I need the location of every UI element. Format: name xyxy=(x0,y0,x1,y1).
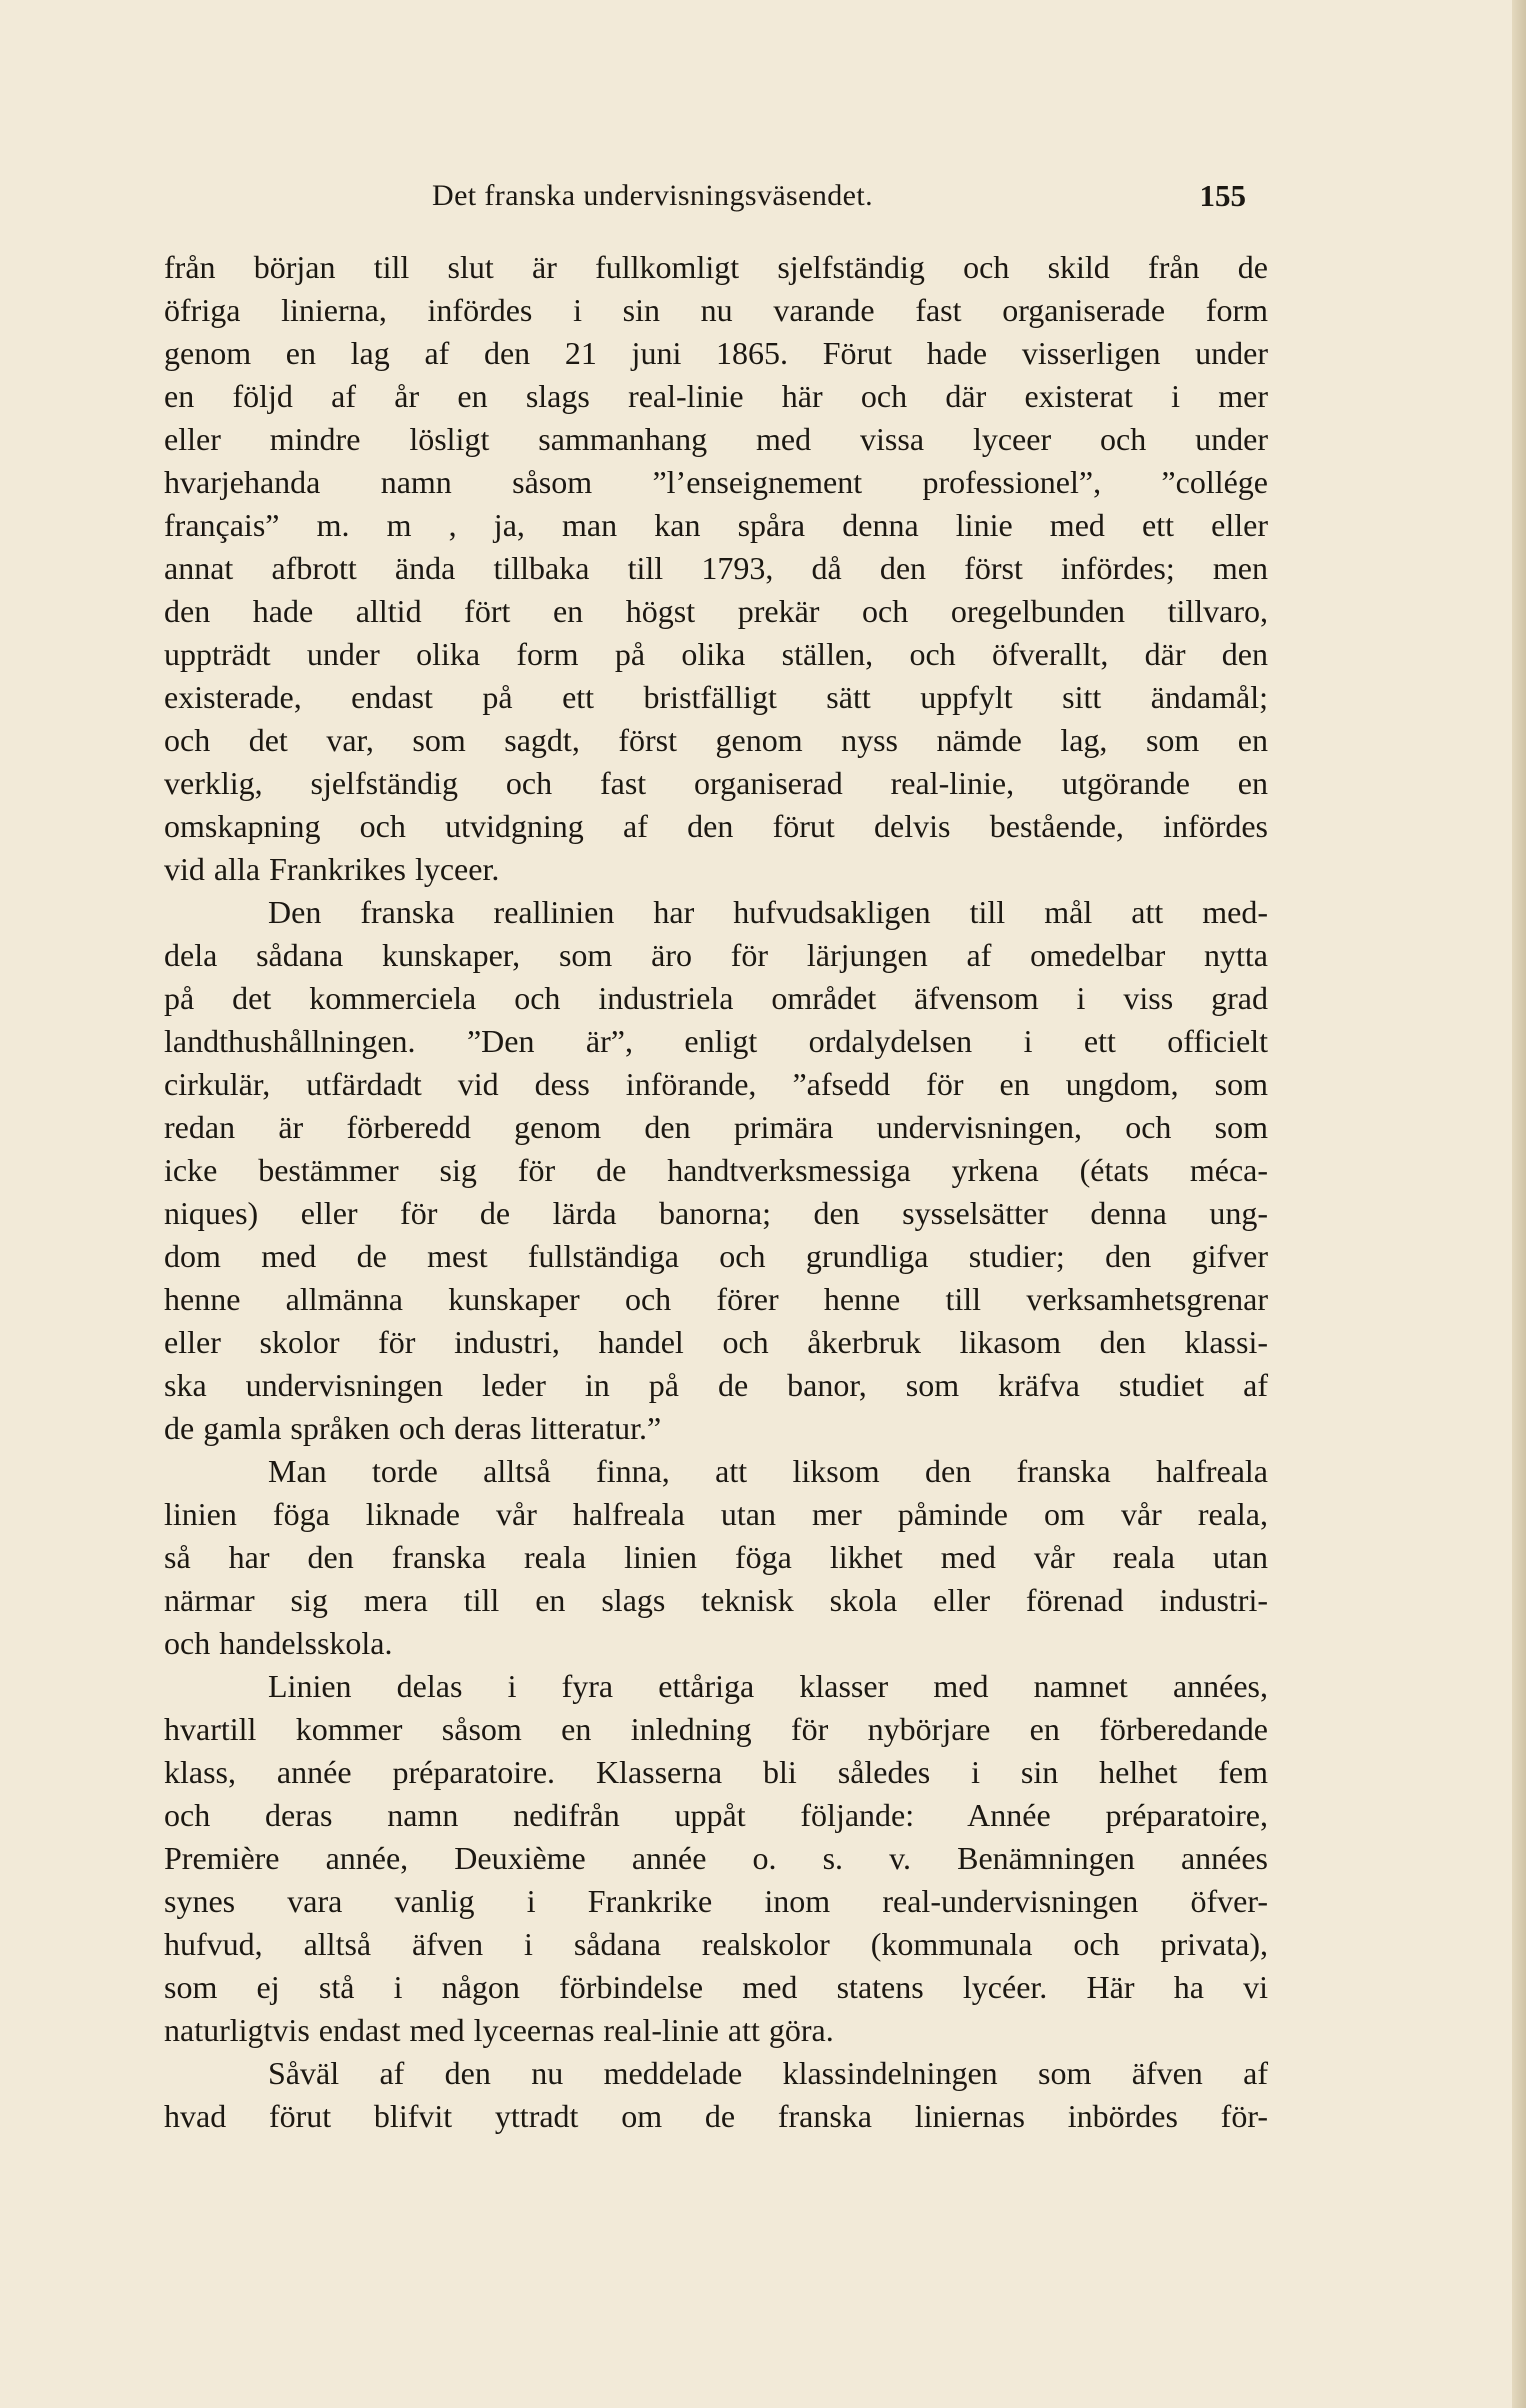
text-line: redan är förberedd genom den primära undervisningen, och som xyxy=(164,1109,1268,1145)
text-line: de gamla språken och deras litteratur.” xyxy=(164,1410,662,1446)
text-line: den hade alltid fört en högst prekär och oregelbunden tillvaro, xyxy=(164,593,1268,629)
text-line: icke bestämmer sig för de handtverksmessiga yrkena (états méca- xyxy=(164,1152,1268,1188)
text-line: klass, année préparatoire. Klasserna bli således i sin helhet fem xyxy=(164,1754,1268,1790)
text-line: dom med de mest fullständiga och grundliga studier; den gifver xyxy=(164,1238,1268,1274)
text-line: genom en lag af den 21 juni 1865. Förut hade visserligen under xyxy=(164,335,1268,371)
text-line: närmar sig mera till en slags teknisk skola eller förenad industri- xyxy=(164,1582,1268,1618)
text-line: linien föga liknade vår halfreala utan mer påminde om vår reala, xyxy=(164,1496,1268,1532)
text-line: ska undervisningen leder in på de banor, som kräfva studiet af xyxy=(164,1367,1268,1403)
paragraph-start-line: Såväl af den nu meddelade klassindelningen som äfven af xyxy=(268,2055,1268,2091)
text-line: uppträdt under olika form på olika ställen, och öfverallt, där den xyxy=(164,636,1268,672)
text-line: en följd af år en slags real-linie här och där existerat i mer xyxy=(164,378,1268,414)
text-line: henne allmänna kunskaper och förer henne till verksamhetsgrenar xyxy=(164,1281,1268,1317)
text-line: synes vara vanlig i Frankrike inom real-undervisningen öfver- xyxy=(164,1883,1268,1919)
text-line: naturligtvis endast med lyceernas real-linie att göra. xyxy=(164,2012,834,2048)
text-line: och deras namn nedifrån uppåt följande: Année préparatoire, xyxy=(164,1797,1268,1833)
text-line: som ej stå i någon förbindelse med statens lycéer. Här ha vi xyxy=(164,1969,1268,2005)
body-text xyxy=(164,246,1268,2138)
text-line: Première année, Deuxième année o. s. v. Benämningen années xyxy=(164,1840,1268,1876)
paragraph-start-line: Linien delas i fyra ettåriga klasser med namnet années, xyxy=(268,1668,1268,1704)
text-line: vid alla Frankrikes lyceer. xyxy=(164,851,500,887)
text-line: eller skolor för industri, handel och åkerbruk likasom den klassi- xyxy=(164,1324,1268,1360)
text-line: så har den franska reala linien föga likhet med vår reala utan xyxy=(164,1539,1268,1575)
paragraph-start-line: Den franska reallinien har hufvudsakligen till mål att med- xyxy=(268,894,1268,930)
text-line: från början till slut är fullkomligt sjelfständig och skild från de xyxy=(164,249,1268,285)
text-line: på det kommerciela och industriela området äfvensom i viss grad xyxy=(164,980,1268,1016)
paragraph-start-line: Man torde alltså finna, att liksom den franska halfreala xyxy=(268,1453,1268,1489)
text-line: dela sådana kunskaper, som äro för lärjungen af omedelbar nytta xyxy=(164,937,1268,973)
text-line: öfriga linierna, infördes i sin nu varande fast organiserade form xyxy=(164,292,1268,328)
text-line: landthushållningen. ”Den är”, enligt ordalydelsen i ett officielt xyxy=(164,1023,1268,1059)
text-line: hufvud, alltså äfven i sådana realskolor (kommunala och privata), xyxy=(164,1926,1268,1962)
text-line: eller mindre lösligt sammanhang med vissa lyceer och under xyxy=(164,421,1268,457)
text-line: français” m. m , ja, man kan spåra denna linie med ett eller xyxy=(164,507,1268,543)
text-line: verklig, sjelfständig och fast organiserad real-linie, utgörande en xyxy=(164,765,1268,801)
text-line: hvartill kommer såsom en inledning för nybörjare en förberedande xyxy=(164,1711,1268,1747)
running-title: Det franska undervisningsväsendet. xyxy=(432,179,873,212)
text-line: och det var, som sagdt, först genom nyss nämde lag, som en xyxy=(164,722,1268,758)
text-line: annat afbrott ända tillbaka till 1793, då den först infördes; men xyxy=(164,550,1268,586)
text-line: hvad förut blifvit yttradt om de franska liniernas inbördes för- xyxy=(164,2098,1268,2134)
text-line: omskapning och utvidgning af den förut delvis bestående, infördes xyxy=(164,808,1268,844)
text-line: existerade, endast på ett bristfälligt sätt uppfylt sitt ändamål; xyxy=(164,679,1268,715)
text-line: cirkulär, utfärdadt vid dess införande, ”afsedd för en ungdom, som xyxy=(164,1066,1268,1102)
text-line: och handelsskola. xyxy=(164,1625,393,1661)
running-head xyxy=(164,176,1246,226)
text-line: hvarjehanda namn såsom ”l’enseignement professionel”, ”collége xyxy=(164,464,1268,500)
text-line: niques) eller för de lärda banorna; den sysselsätter denna ung- xyxy=(164,1195,1268,1231)
page-edge-shadow xyxy=(1512,0,1526,2408)
page-number: 155 xyxy=(1199,178,1246,213)
